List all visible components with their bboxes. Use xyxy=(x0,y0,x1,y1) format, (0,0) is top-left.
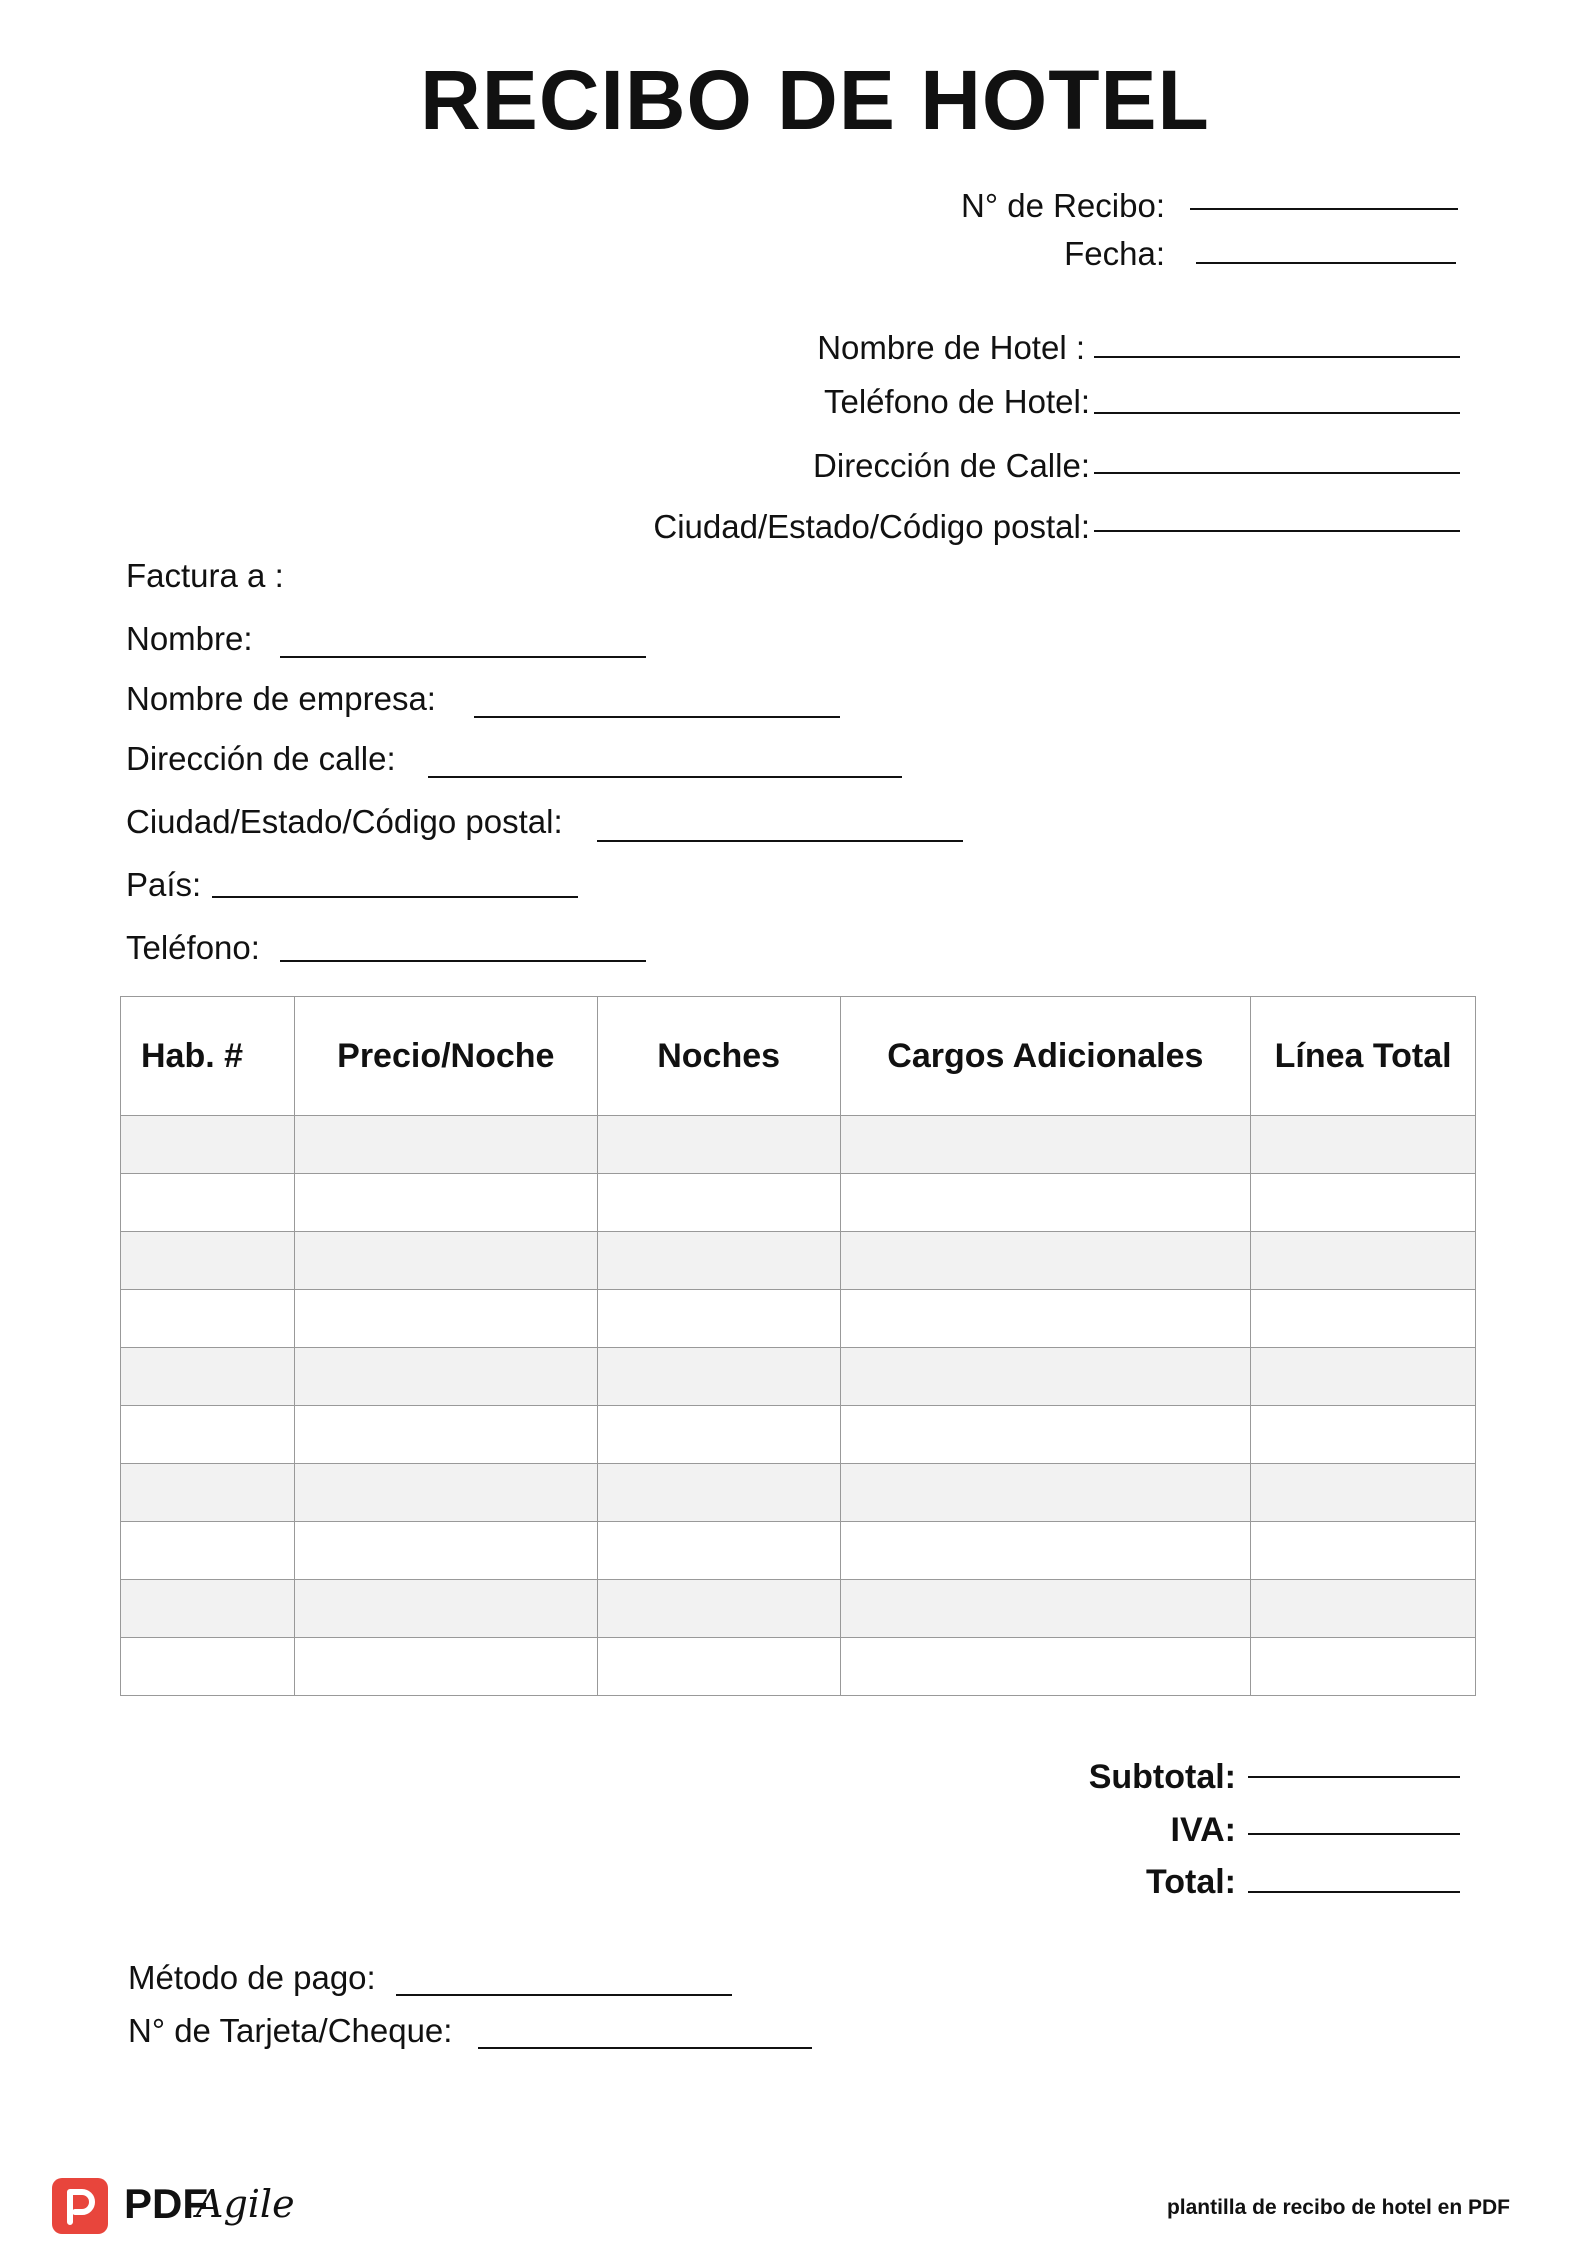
brand-name: PDF xyxy=(124,2180,208,2227)
table-cell[interactable] xyxy=(121,1464,295,1522)
bill-phone-field[interactable] xyxy=(280,960,646,962)
receipt-number-field[interactable] xyxy=(1190,208,1458,210)
column-header-line-total: Línea Total xyxy=(1251,997,1476,1116)
table-cell[interactable] xyxy=(1251,1464,1476,1522)
table-cell[interactable] xyxy=(121,1580,295,1638)
table-header-row xyxy=(121,997,1476,1116)
column-header-nights: Noches xyxy=(597,997,840,1116)
hotel-phone-label: Teléfono de Hotel: xyxy=(823,383,1090,420)
table-cell[interactable] xyxy=(597,1406,840,1464)
table-cell[interactable] xyxy=(1251,1406,1476,1464)
date-field[interactable] xyxy=(1196,262,1456,264)
table-row xyxy=(121,1290,1476,1348)
bill-city-field[interactable] xyxy=(597,840,963,842)
table-cell[interactable] xyxy=(597,1348,840,1406)
table-cell[interactable] xyxy=(1251,1348,1476,1406)
table-cell[interactable] xyxy=(294,1638,597,1696)
table-row xyxy=(121,1116,1476,1174)
table-cell[interactable] xyxy=(294,1116,597,1174)
bill-phone-label: Teléfono: xyxy=(126,929,260,966)
table-cell[interactable] xyxy=(840,1464,1251,1522)
table-cell[interactable] xyxy=(597,1580,840,1638)
table-row xyxy=(121,1638,1476,1696)
table-row xyxy=(121,1348,1476,1406)
table-cell[interactable] xyxy=(840,1522,1251,1580)
table-cell[interactable] xyxy=(294,1522,597,1580)
table-cell[interactable] xyxy=(840,1174,1251,1232)
bill-name-label: Nombre: xyxy=(126,620,253,657)
table-cell[interactable] xyxy=(1251,1232,1476,1290)
table-cell[interactable] xyxy=(1251,1638,1476,1696)
card-check-number-field[interactable] xyxy=(478,2047,812,2049)
subtotal-field[interactable] xyxy=(1248,1776,1460,1778)
bill-country-field[interactable] xyxy=(212,896,578,898)
table-row xyxy=(121,1522,1476,1580)
table-cell[interactable] xyxy=(1251,1580,1476,1638)
table-row xyxy=(121,1406,1476,1464)
hotel-street-field[interactable] xyxy=(1094,472,1460,474)
bill-name-field[interactable] xyxy=(280,656,646,658)
bill-company-label: Nombre de empresa: xyxy=(126,680,436,717)
items-table xyxy=(120,996,1476,1696)
table-cell[interactable] xyxy=(840,1348,1251,1406)
payment-method-field[interactable] xyxy=(396,1994,732,1996)
table-cell[interactable] xyxy=(294,1580,597,1638)
table-cell[interactable] xyxy=(121,1638,295,1696)
bill-to-heading: Factura a : xyxy=(126,557,284,594)
receipt-number-label: N° de Recibo: xyxy=(961,187,1165,224)
column-header-additional-charges: Cargos Adicionales xyxy=(840,997,1251,1116)
table-cell[interactable] xyxy=(121,1406,295,1464)
table-cell[interactable] xyxy=(840,1116,1251,1174)
hotel-city-label: Ciudad/Estado/Código postal: xyxy=(653,508,1090,545)
bill-street-label: Dirección de calle: xyxy=(126,740,396,777)
bill-street-field[interactable] xyxy=(428,776,902,778)
tax-field[interactable] xyxy=(1248,1833,1460,1835)
bill-city-label: Ciudad/Estado/Código postal: xyxy=(126,803,563,840)
hotel-city-field[interactable] xyxy=(1094,530,1460,532)
table-row xyxy=(121,1232,1476,1290)
table-cell[interactable] xyxy=(597,1290,840,1348)
table-cell[interactable] xyxy=(121,1174,295,1232)
table-cell[interactable] xyxy=(121,1348,295,1406)
table-cell[interactable] xyxy=(840,1232,1251,1290)
page-title: RECIBO DE HOTEL xyxy=(420,53,1210,147)
table-cell[interactable] xyxy=(294,1464,597,1522)
table-cell[interactable] xyxy=(1251,1116,1476,1174)
bill-company-field[interactable] xyxy=(474,716,840,718)
table-cell[interactable] xyxy=(597,1174,840,1232)
table-row xyxy=(121,1580,1476,1638)
table-cell[interactable] xyxy=(597,1464,840,1522)
table-cell[interactable] xyxy=(597,1638,840,1696)
table-cell[interactable] xyxy=(840,1290,1251,1348)
hotel-name-field[interactable] xyxy=(1094,356,1460,358)
total-label: Total: xyxy=(1145,1863,1236,1901)
table-cell[interactable] xyxy=(121,1116,295,1174)
tax-label: IVA: xyxy=(1170,1811,1236,1849)
table-cell[interactable] xyxy=(294,1348,597,1406)
table-cell[interactable] xyxy=(294,1232,597,1290)
date-label: Fecha: xyxy=(1064,235,1165,272)
logo-p-glyph xyxy=(62,2186,98,2226)
table-cell[interactable] xyxy=(840,1580,1251,1638)
table-cell[interactable] xyxy=(1251,1290,1476,1348)
table-cell[interactable] xyxy=(294,1174,597,1232)
subtotal-label: Subtotal: xyxy=(1088,1758,1236,1796)
table-cell[interactable] xyxy=(1251,1522,1476,1580)
bill-country-label: País: xyxy=(126,866,202,903)
table-cell[interactable] xyxy=(294,1290,597,1348)
table-cell[interactable] xyxy=(597,1522,840,1580)
table-cell[interactable] xyxy=(1251,1174,1476,1232)
hotel-name-label: Nombre de Hotel : xyxy=(817,329,1085,366)
table-cell[interactable] xyxy=(121,1290,295,1348)
total-field[interactable] xyxy=(1248,1891,1460,1893)
column-header-room: Hab. # xyxy=(121,997,295,1116)
hotel-street-label: Dirección de Calle: xyxy=(813,447,1090,484)
hotel-phone-field[interactable] xyxy=(1094,412,1460,414)
pdf-agile-logo-icon xyxy=(52,2178,108,2234)
table-cell[interactable] xyxy=(597,1116,840,1174)
card-check-number-label: N° de Tarjeta/Cheque: xyxy=(128,2012,453,2049)
table-cell[interactable] xyxy=(121,1232,295,1290)
table-cell[interactable] xyxy=(597,1232,840,1290)
column-header-price-per-night: Precio/Noche xyxy=(294,997,597,1116)
table-cell[interactable] xyxy=(294,1406,597,1464)
brand-script: Agile xyxy=(196,2182,295,2226)
table-cell[interactable] xyxy=(840,1406,1251,1464)
table-row xyxy=(121,1464,1476,1522)
table-cell[interactable] xyxy=(121,1522,295,1580)
table-row xyxy=(121,1174,1476,1232)
table-cell[interactable] xyxy=(840,1638,1251,1696)
footer-note: plantilla de recibo de hotel en PDF xyxy=(1166,2196,1510,2219)
payment-method-label: Método de pago: xyxy=(128,1959,376,1996)
